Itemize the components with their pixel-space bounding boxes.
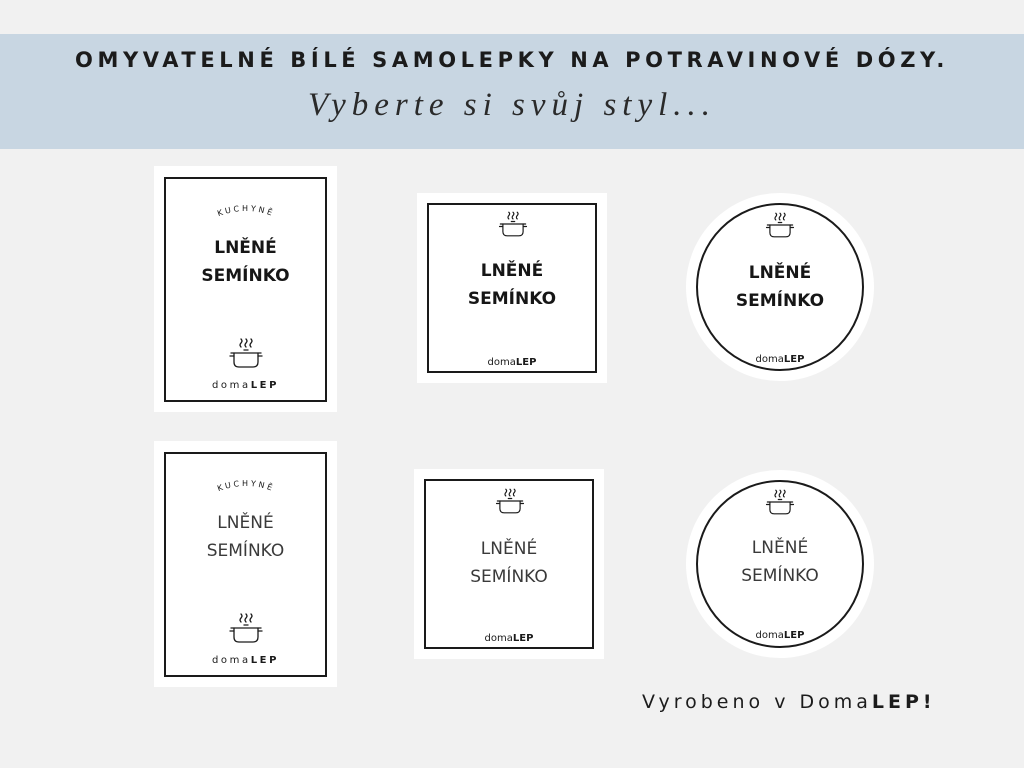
brand-logo: domaLEP	[755, 630, 805, 641]
product-name: LNĚNÉ SEMÍNKO	[206, 513, 285, 561]
brand-logo: domaLEP	[211, 380, 280, 391]
page-title: OMYVATELNÉ BÍLÉ SAMOLEPKY NA POTRAVINOVÉ DÓZY.	[75, 48, 949, 72]
page-subtitle: Vyberte si svůj styl...	[307, 87, 717, 123]
brand-logo: domaLEP	[211, 655, 280, 666]
sticker-circle-bold	[686, 193, 874, 381]
cooking-pot-icon	[227, 336, 265, 370]
sticker-square-light	[414, 469, 604, 659]
product-name: LNĚNÉ SEMÍNKO	[735, 263, 825, 311]
svg-text:KUCHYNĚ: KUCHYNĚ	[216, 478, 276, 494]
svg-text:KUCHYNĚ: KUCHYNĚ	[216, 203, 276, 219]
cooking-pot-icon	[764, 210, 796, 240]
cooking-pot-icon	[494, 486, 526, 516]
sticker-square-bold	[417, 193, 607, 383]
brand-logo: domaLEP	[487, 357, 537, 368]
sticker-circle-light	[686, 470, 874, 658]
product-name: LNĚNÉ SEMÍNKO	[201, 238, 290, 286]
product-name: LNĚNÉ SEMÍNKO	[470, 539, 548, 587]
cooking-pot-icon	[497, 209, 529, 239]
category-arc-text	[175, 184, 317, 230]
cooking-pot-icon	[764, 487, 796, 517]
brand-logo: domaLEP	[755, 354, 805, 365]
sticker-rectangle-bold	[154, 166, 337, 412]
brand-logo: domaLEP	[484, 633, 534, 644]
product-name: LNĚNÉ SEMÍNKO	[467, 261, 557, 309]
category-arc-text	[175, 459, 317, 505]
cooking-pot-icon	[227, 611, 265, 645]
sticker-rectangle-light	[154, 441, 337, 687]
footer-credit: Vyrobeno v DomaLEP!	[642, 691, 936, 713]
product-name: LNĚNÉ SEMÍNKO	[741, 538, 819, 586]
